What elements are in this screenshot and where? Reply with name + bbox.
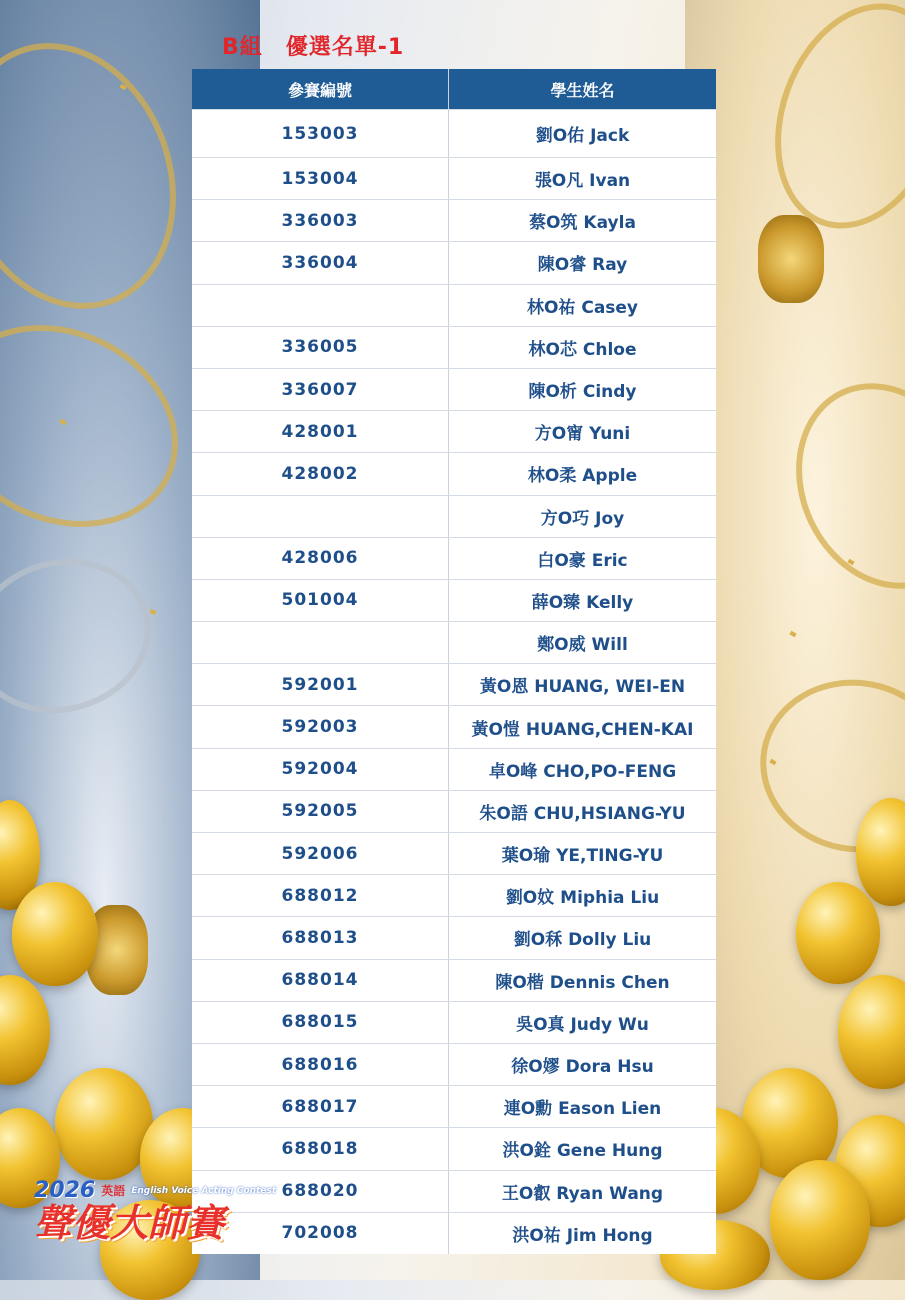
student-name-cell: 黃O恩 HUANG, WEI-EN (479, 677, 686, 698)
entry-number-cell: 702008 (192, 1213, 449, 1254)
entry-number-cell: 688013 (192, 917, 449, 958)
student-name-cell: 徐O嫪 Dora Hsu (511, 1057, 654, 1078)
entry-number-cell: 428006 (192, 538, 449, 579)
entry-number-cell (192, 285, 449, 326)
student-name-cell: 林O芯 Chloe (528, 339, 637, 360)
table-row (192, 410, 716, 452)
table-row (192, 705, 716, 747)
student-name-cell: 連O勳 Eason Lien (503, 1099, 662, 1120)
gold-glitter-cluster (758, 215, 824, 303)
header-student-name: 學生姓名 (550, 80, 615, 100)
entry-number-cell: 592003 (192, 706, 449, 747)
table-row (192, 284, 716, 326)
student-name-cell: 林O柔 Apple (527, 466, 638, 487)
entry-number-cell: 428002 (192, 453, 449, 494)
header-entry-number: 參賽編號 (192, 69, 449, 109)
student-name-cell: 洪O銓 Gene Hung (502, 1141, 663, 1162)
table-row (192, 1001, 716, 1043)
table-row (192, 916, 716, 958)
entry-number-cell: 688020 (192, 1171, 449, 1212)
student-name-cell: 蔡O筑 Kayla (529, 213, 636, 234)
student-name-cell: 鄭O威 Will (537, 635, 628, 656)
student-name-cell: 洪O祐 Jim Hong (512, 1225, 653, 1246)
table-row (192, 663, 716, 705)
entry-number-cell: 336007 (192, 369, 449, 410)
gold-balloon (770, 1160, 870, 1280)
student-name-cell: 劉O妏 Miphia Liu (505, 888, 660, 909)
student-name-cell: 陳O楷 Dennis Chen (495, 972, 670, 993)
student-name-cell: 葉O瑜 YE,TING-YU (501, 846, 664, 867)
contest-logo (34, 1178, 276, 1243)
entry-number-cell: 688018 (192, 1128, 449, 1169)
table-header (192, 69, 716, 109)
student-name-cell: 朱O語 CHU,HSIANG-YU (479, 803, 686, 824)
entry-number-cell: 688014 (192, 960, 449, 1001)
entry-number-cell (192, 622, 449, 663)
entry-number-cell: 336003 (192, 200, 449, 241)
table-row (192, 368, 716, 410)
table-row (192, 157, 716, 199)
entry-number-cell: 688015 (192, 1002, 449, 1043)
entry-number-cell: 336004 (192, 242, 449, 283)
table-row (192, 537, 716, 579)
entry-number-cell: 688017 (192, 1086, 449, 1127)
table-row (192, 326, 716, 368)
table-row (192, 1085, 716, 1127)
table-row (192, 621, 716, 663)
student-name-cell: 方O巧 Joy (540, 508, 625, 529)
table-row (192, 109, 716, 157)
student-name-cell: 陳O睿 Ray (537, 255, 628, 276)
student-name-cell: 劉O秝 Dolly Liu (513, 930, 652, 951)
winners-table (192, 69, 716, 1254)
table-row (192, 241, 716, 283)
table-row (192, 748, 716, 790)
table-row (192, 579, 716, 621)
gold-balloon (55, 1068, 153, 1180)
table-row (192, 199, 716, 241)
entry-number-cell: 592006 (192, 833, 449, 874)
table-row (192, 495, 716, 537)
logo-year: 2026 (34, 1178, 96, 1203)
gold-balloon (12, 882, 98, 986)
table-row (192, 790, 716, 832)
entry-number-cell: 153004 (192, 158, 449, 199)
logo-top-line (34, 1178, 276, 1203)
table-body (192, 109, 716, 1254)
student-name-cell: 林O祐 Casey (526, 297, 639, 318)
entry-number-cell: 688012 (192, 875, 449, 916)
student-name-cell: 王O叡 Ryan Wang (501, 1183, 664, 1204)
student-name-cell: 白O豪 Eric (537, 550, 628, 571)
table-row (192, 832, 716, 874)
student-name-cell: 方O甯 Yuni (534, 424, 631, 445)
logo-tag: 英語 (101, 1184, 126, 1198)
student-name-cell: 卓O峰 CHO,PO-FENG (488, 761, 677, 782)
student-name-cell: 張O凡 Ivan (534, 171, 631, 192)
table-row (192, 874, 716, 916)
table-row (192, 959, 716, 1001)
entry-number-cell: 592001 (192, 664, 449, 705)
table-row (192, 452, 716, 494)
student-name-cell: 劉O佑 Jack (535, 126, 630, 146)
table-row (192, 1127, 716, 1169)
student-name-cell: 黃O愷 HUANG,CHEN-KAI (471, 719, 694, 740)
student-name-cell: 陳O析 Cindy (528, 382, 637, 403)
entry-number-cell: 336005 (192, 327, 449, 368)
logo-title: 聲優大師賽 (34, 1201, 225, 1245)
student-name-cell: 薛O臻 Kelly (531, 592, 634, 613)
entry-number-cell: 592005 (192, 791, 449, 832)
gold-balloon (796, 882, 880, 984)
entry-number-cell: 688016 (192, 1044, 449, 1085)
entry-number-cell (192, 496, 449, 537)
entry-number-cell: 501004 (192, 580, 449, 621)
student-name-cell: 吳O真 Judy Wu (516, 1014, 649, 1035)
entry-number-cell: 592004 (192, 749, 449, 790)
entry-number-cell: 153003 (192, 110, 449, 157)
entry-number-cell: 428001 (192, 411, 449, 452)
page-title: B組 優選名單-1 (222, 35, 405, 60)
table-row (192, 1043, 716, 1085)
logo-subtitle: English Voice Acting Contest (131, 1185, 277, 1196)
